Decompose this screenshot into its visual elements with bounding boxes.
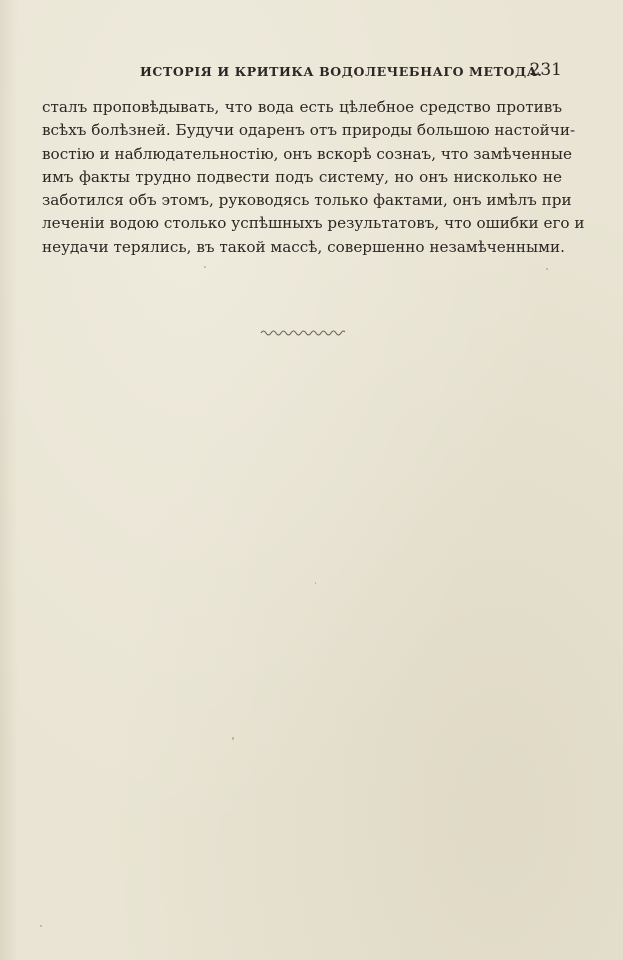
running-head xyxy=(40,60,562,86)
wavy-divider-ornament xyxy=(259,327,345,339)
running-title: ИСТОРІЯ И КРИТИКА ВОДОЛЕЧЕБНАГО МЕТОДА. xyxy=(140,64,543,79)
paper-speck xyxy=(546,268,548,270)
text-line: заботился объ этомъ, руководясь только фактами, онъ имѣлъ при xyxy=(42,191,572,210)
paper-speck xyxy=(315,582,316,584)
page-number: 231 xyxy=(529,60,562,80)
body-paragraph xyxy=(42,96,585,259)
text-line: леченіи водою столько успѣшныхъ результатовъ, что ошибки его и xyxy=(42,214,585,233)
text-line: востію и наблюдательностію, онъ вскорѣ сознаъ, что замѣченные xyxy=(42,144,572,163)
text-line: всѣхъ болѣзней. Будучи одаренъ отъ природы большою настойчи- xyxy=(42,121,576,140)
text-line: имъ факты трудно подвести подъ систему, но онъ нисколько не xyxy=(42,167,562,186)
paper-speck xyxy=(204,266,206,268)
paper-speck xyxy=(40,925,42,927)
text-line: сталъ проповѣдывать, что вода есть цѣлебное средство противъ xyxy=(42,98,562,116)
text-line: неудачи терялись, въ такой массѣ, совершенно незамѣченными. xyxy=(42,237,565,256)
paper-speck xyxy=(232,737,234,740)
